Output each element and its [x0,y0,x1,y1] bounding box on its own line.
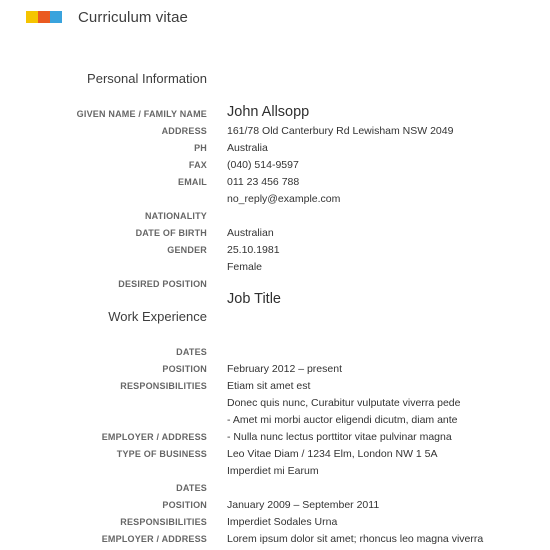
value-dob: 25.10.1981 [227,244,280,256]
value-responsibility-line: - Nulla nunc lectus porttitor vitae pulvinar magna [227,431,452,443]
label-phone: PH [194,143,207,153]
label-responsibilities: RESPONSIBILITIES [120,381,207,391]
label-employer: EMPLOYER / ADDRESS [101,432,207,442]
logo-square-yellow [26,11,38,23]
value-job-position: Imperdiet Sodales Urna [227,516,338,528]
value-responsibility-line: Donec quis nunc, Curabitur vulputate viverra pede [227,397,461,409]
header [26,6,188,28]
value-name: John Allsopp [227,104,310,120]
value-job-position: Etiam sit amet est [227,380,311,392]
value-address: 161/78 Old Canterbury Rd Lewisham NSW 2049 [227,125,454,137]
label-position: POSITION [162,364,207,374]
label-name: GIVEN NAME / FAMILY NAME [76,109,207,119]
value-responsibility-line: - Amet mi morbi auctor eligendi dicutm, diam ante [227,414,458,426]
value-employer: Leo Vitae Diam / 1234 Elm, London NW 1 5A [227,448,438,460]
label-dates: DATES [176,347,207,357]
label-gender: GENDER [167,245,207,255]
logo [26,11,62,23]
section-heading-personal: Personal Information [87,71,207,86]
value-responsibility-line: Lorem ipsum dolor sit amet; rhoncus leo magna viverra [227,533,484,545]
label-dates: DATES [176,483,207,493]
label-employer: EMPLOYER / ADDRESS [101,534,207,544]
label-responsibilities: RESPONSIBILITIES [120,517,207,527]
label-dob: DATE OF BIRTH [135,228,207,238]
value-phone: (040) 514-9597 [227,159,299,171]
label-address: ADDRESS [161,126,207,136]
value-email[interactable]: no_reply@example.com [227,193,341,205]
value-nationality: Australian [227,227,274,239]
label-business-type: TYPE OF BUSINESS [116,449,207,459]
value-desired-position: Job Title [227,291,281,307]
label-nationality: NATIONALITY [144,211,207,221]
value-job-dates: January 2009 – September 2011 [227,499,380,511]
logo-square-blue [50,11,62,23]
document-title: Curriculum vitae [78,8,188,26]
value-fax: 011 23 456 788 [227,176,300,188]
section-heading-work: Work Experience [108,309,207,324]
label-position: POSITION [162,500,207,510]
value-country: Australia [227,142,268,154]
label-email: EMAIL [178,177,207,187]
value-business-type: Imperdiet mi Earum [227,465,319,477]
value-gender: Female [227,261,263,273]
label-fax: FAX [188,160,207,170]
value-job-dates: February 2012 – present [227,363,342,375]
logo-square-orange [38,11,50,23]
label-desired-position: DESIRED POSITION [118,279,207,289]
